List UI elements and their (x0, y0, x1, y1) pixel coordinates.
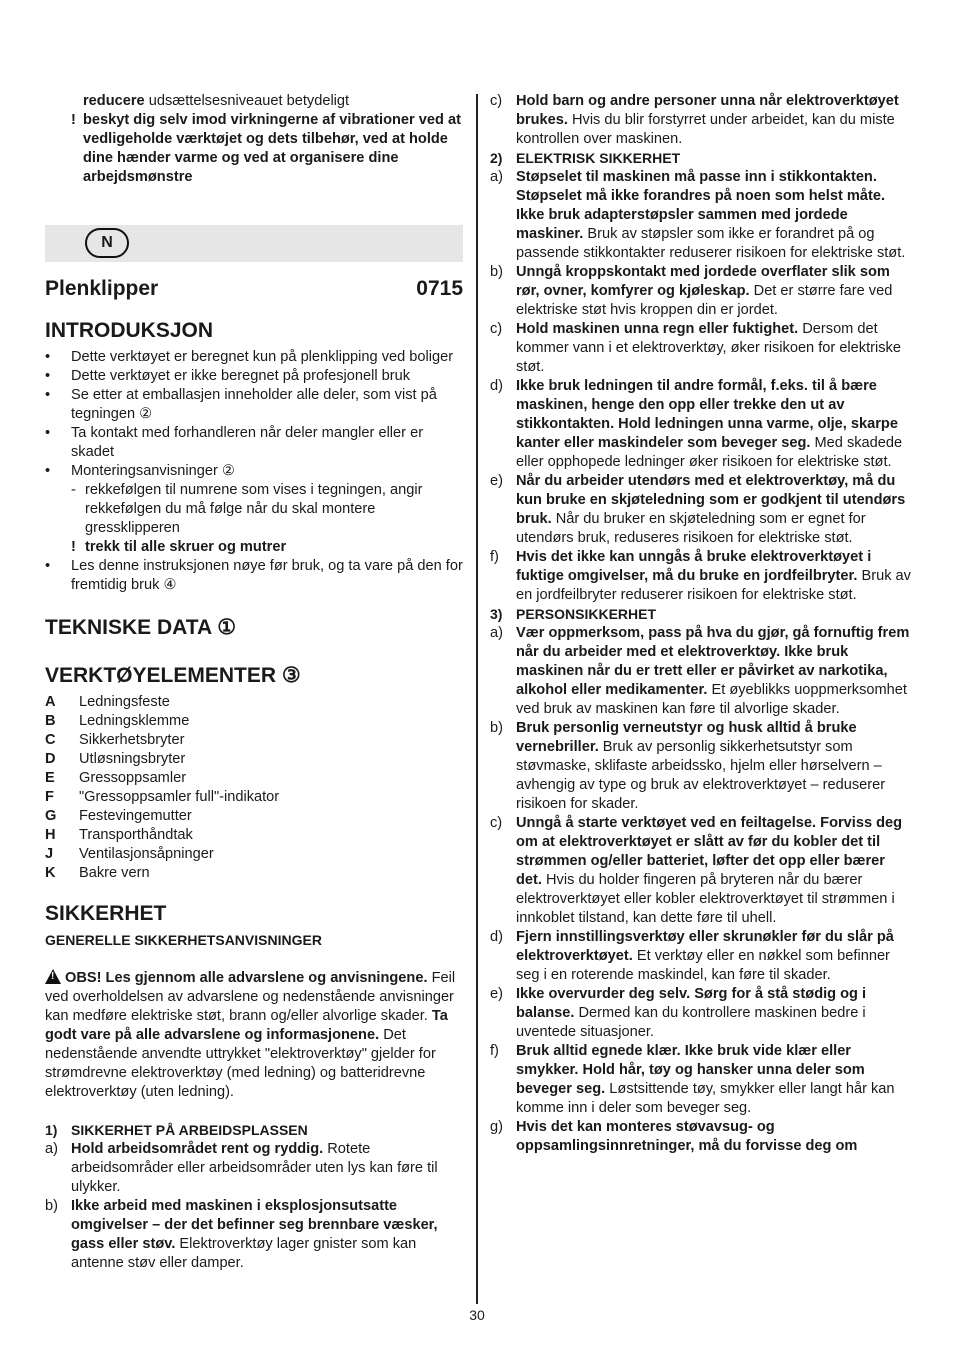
heading-verktoyelementer: VERKTØYELEMENTER ③ (45, 664, 301, 687)
element-item: A Ledningsfeste (45, 694, 170, 710)
section-1-heading: 1) SIKKERHET PÅ ARBEIDSPLASSEN (45, 1122, 308, 1138)
section-item: f) Hvis det ikke kan unngås å bruke elektroverktøyet i fuktige omgivelser, må du bruke en jordfeilbryter. Bruk av en jordfeilbryter reduserer risikoen for elektriske støt. (490, 549, 911, 603)
section-item: b) Bruk personlig verneutstyr og husk alltid å bruke vernebriller. Bruk av personlig sikkerhetsutstyr som støvmaske, sklifaste arbeidssko, hjelm eller hørselvern – avhengig av type og bruk av elektroverktøyet – reduserer risikoen for skader. (490, 720, 886, 812)
heading-introduksjon: INTRODUKSJON (45, 319, 214, 342)
section-item: a) Støpselet til maskinen må passe inn i stikkontakten. Støpselet må ikke forandres på noen som helst måte. Ikke bruk adapterstøpsler sammen med jordede maskiner. Bruk av støpsler som ikke er forandret på og passende stikkontakter reduserer risikoen for elektriske støt. (490, 169, 906, 261)
element-item: G Festevingemutter (45, 808, 192, 824)
right-column (490, 92, 912, 1156)
page-number: 30 (469, 1307, 485, 1323)
section-item: f) Bruk alltid egnede klær. Ikke bruk vide klær eller smykker. Hold hår, tøy og hansker unna deler som beveger seg. Løstsittende tøy, smykker eller langt hår kan komme inn i deler som beveger seg. (490, 1043, 895, 1116)
element-item: J Ventilasjonsåpninger (45, 846, 214, 862)
product-name: Plenklipper (45, 277, 159, 300)
section-item: c) Unngå å starte verktøyet ved en feiltagelse. Forviss deg om at elektroverktøyet er slått av før du kobler det til strømmen og/eller batteriet, løfter det opp eller bærer det. Hvis du holder fingeren på bryteren når du bærer elektroverktøyet eller kobler elektroverktøyet til strømmen i innkoblet tilstand, kan dette føre til uhell. (490, 815, 903, 926)
product-code: 0715 (416, 277, 463, 300)
element-item: F "Gressoppsamler full"-indikator (45, 789, 280, 805)
section-item: b) Unngå kroppskontakt med jordede overflater slik som rør, ovner, komfyrer og kjøleskap. Det er større fare ved elektriske støt hvis kroppen din er jordet. (490, 264, 893, 318)
section-3-heading: 3) PERSONSIKKERHET (490, 606, 657, 622)
element-item: K Bakre vern (45, 865, 150, 881)
element-item: H Transporthåndtak (45, 827, 193, 843)
section-item: b) Ikke arbeid med maskinen i eksplosjonsutsatte omgivelser – der det befinner seg brennbare væsker, gass eller støv. Elektroverktøy lager gnister som kan antenne støv eller damper. (45, 1198, 438, 1271)
section-item: d) Fjern innstillingsverktøy eller skrunøkler før du slår på elektroverktøyet. Et verktøy eller en nøkkel som befinner seg i en roterende maskindel, kan føre til skader. (490, 929, 894, 983)
section-2-heading: 2) ELEKTRISK SIKKERHET (490, 150, 681, 166)
section-item: c) Hold maskinen unna regn eller fuktighet. Dersom det kommer vann i et elektroverktøy, øker risikoen for elektriske støt. (490, 321, 901, 375)
intro-list (45, 348, 463, 595)
obs-paragraph: !OBS! Les gjennom alle advarslene og anvisningene. Feil ved overholdelsen av advarslene og nedenstående anvisninger kan medføre elektriske støt, brann og/eller alvorlige skader. Ta godt vare på alle advarslene og informasjonene. Det nedenstående anvendte uttrykket "elektroverktøy" gjelder for strømdrevne elektroverktøy (med ledning) og batteridrevne elektroverktøy (uten ledning). (45, 969, 463, 1102)
reducere-line: reducere udsættelsesniveauet betydeligt (83, 93, 350, 109)
element-item: E Gressoppsamler (45, 770, 187, 786)
list-item: • Les denne instruksjonen nøye før bruk, og ta vare på den for fremtidig bruk ④ (45, 558, 463, 593)
vibration-warning: ! beskyt dig selv imod virkningerne af vibrationer ved at vedligeholde værktøjet og dets tilbehør, ved at holde dine hænder varme og ved at organisere dine arbejdsmønstre (71, 112, 461, 185)
list-item: • Dette verktøyet er ikke beregnet på profesjonell bruk (45, 368, 411, 384)
list-item: • Se etter at emballasjen inneholder alle deler, som vist på tegningen ② (45, 387, 437, 422)
section-item: e) Ikke overvurder deg selv. Sørg for å stå stødig og i balanse. Dermed kan du kontrollere maskinen bedre i uventede situasjoner. (490, 986, 867, 1040)
section-item: a) Vær oppmerksom, pass på hva du gjør, gå fornuftig frem når du arbeider med et elektroverktøy. Ikke bruk maskinen når du er trett eller er påvirket av narkotika, alkohol eller medikamenter. Et øyeblikks uoppmerksomhet ved bruk av maskinen kan føre til alvorlige skader. (490, 625, 910, 717)
element-item: D Utløsningsbryter (45, 751, 186, 767)
element-item: C Sikkerhetsbryter (45, 732, 185, 748)
section-item: e) Når du arbeider utendørs med et elektroverktøy, må du kun bruke en skjøteledning som er godkjent til utendørs bruk. Når du bruker en skjøteledning som er egnet for utendørs bruk, reduseres risikoen for elektriske støt. (490, 473, 906, 546)
elements-list (45, 693, 463, 883)
language-bar (45, 225, 463, 262)
section-item: c) Hold barn og andre personer unna når elektroverktøyet brukes. Hvis du blir forstyrret under arbeidet, kan du miste kontrollen over maskinen. (490, 93, 899, 147)
section-item: g) Hvis det kan monteres støvavsug- og oppsamlingsinnretninger, må du forvisse deg om (490, 1119, 858, 1154)
element-item: B Ledningsklemme (45, 713, 190, 729)
warning-triangle-icon (45, 969, 61, 984)
heading-tekniske-data: TEKNISKE DATA ① (45, 616, 237, 639)
column-divider (476, 94, 478, 1304)
section-item: a) Hold arbeidsområdet rent og ryddig. Rotete arbeidsområder eller arbeidsområder uten lys kan føre til ulykker. (45, 1141, 438, 1195)
product-line (45, 276, 463, 302)
list-item: • Ta kontakt med forhandleren når deler mangler eller er skadet (45, 425, 424, 460)
section-item: d) Ikke bruk ledningen til andre formål, f.eks. til å bære maskinen, henge den opp eller trekke den ut av stikkontakten. Hold ledningen unna varme, olje, skarpe kanter eller maskindeler som beveger seg. Med skadede eller opphopede ledninger øker risikoen for elektriske støt. (490, 378, 903, 470)
language-badge: N (85, 228, 129, 258)
list-item: • Dette verktøyet er beregnet kun på plenklipping ved boliger (45, 349, 454, 365)
list-warning: ! trekk til alle skruer og mutrer (71, 539, 287, 555)
heading-sikkerhet: SIKKERHET (45, 902, 167, 925)
subheading-general: GENERELLE SIKKERHETSANVISNINGER (45, 932, 322, 948)
list-subitem: - rekkefølgen til numrene som vises i tegningen, angir rekkefølgen du må følge når du skal montere gressklipperen (71, 482, 423, 536)
left-column (45, 92, 463, 1273)
list-item: • Monteringsanvisninger ② (45, 463, 235, 479)
